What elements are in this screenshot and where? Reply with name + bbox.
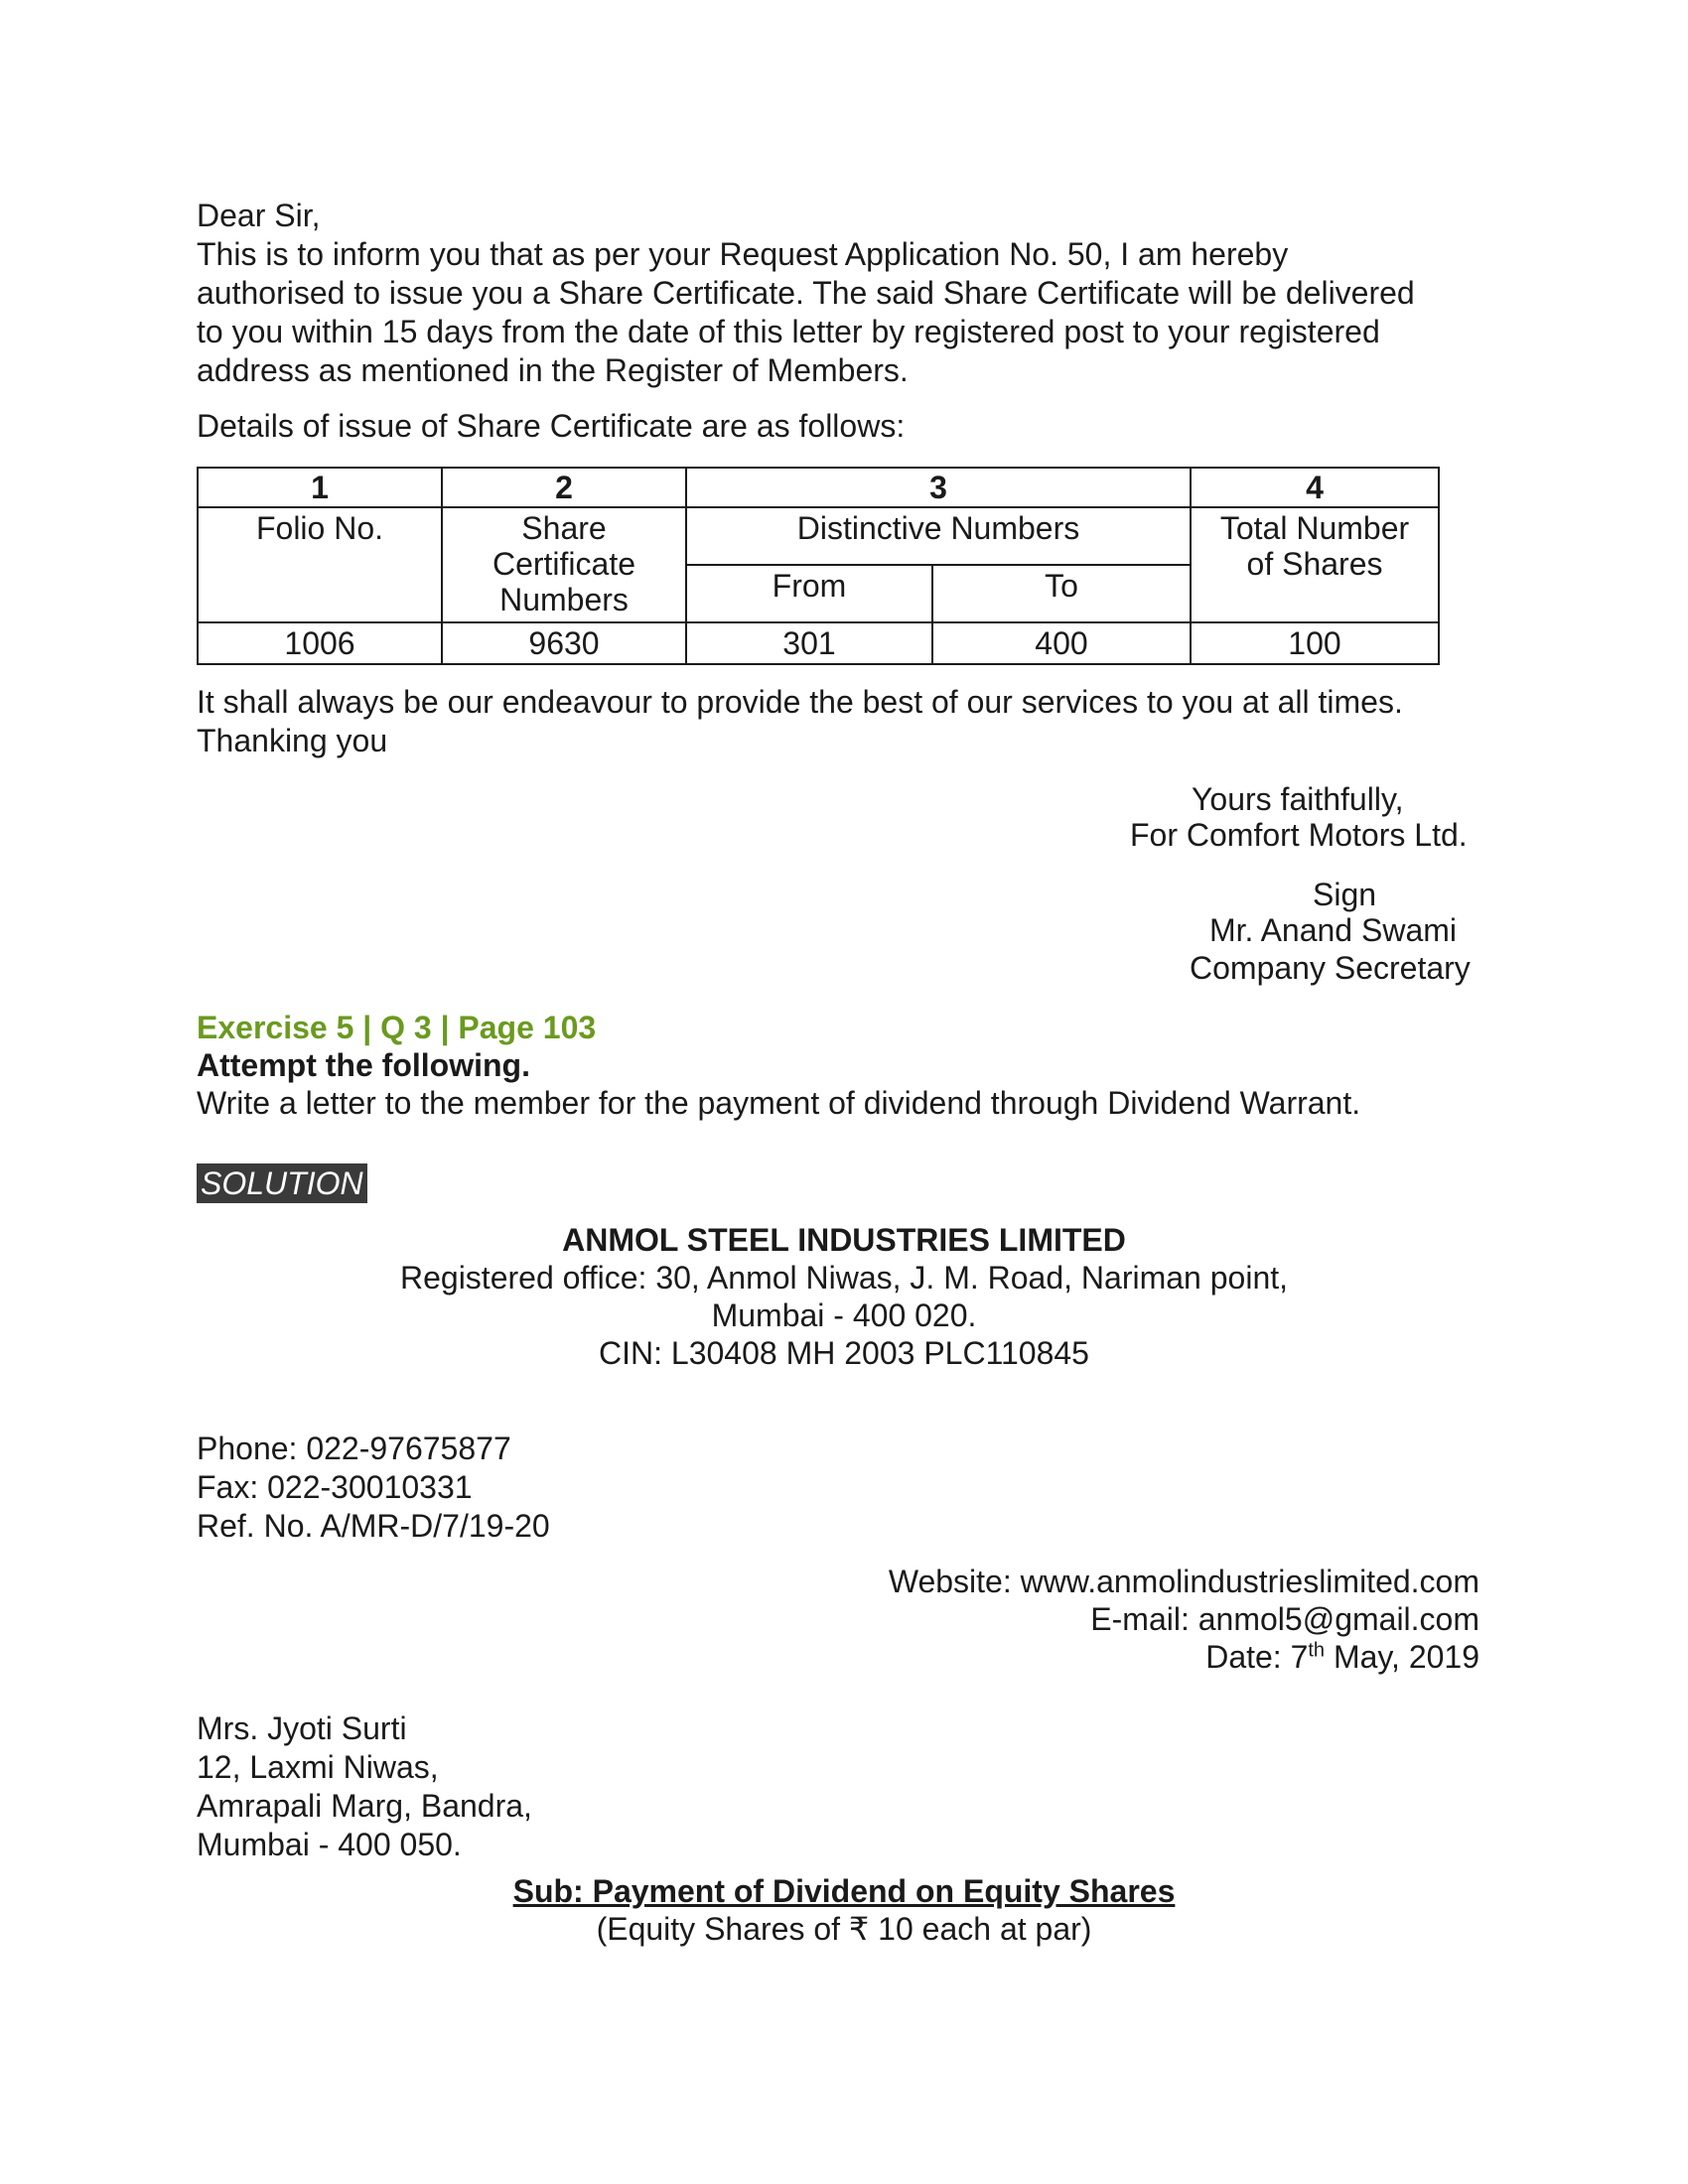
signatory-name: Mr. Anand Swami	[1209, 912, 1457, 948]
addressee-line: 12, Laxmi Niwas,	[197, 1749, 439, 1785]
subject-wrap	[0, 1872, 1688, 1910]
closing	[197, 683, 1403, 760]
body-line: to you within 15 days from the date of this letter by registered post to your registered	[197, 314, 1380, 349]
date-sup: th	[1308, 1639, 1326, 1662]
body-line: authorised to issue you a Share Certificate. The said Share Certificate will be delivered	[197, 275, 1415, 311]
solution-label: SOLUTION	[197, 1163, 367, 1203]
total-header	[1191, 507, 1439, 622]
sign-label: Sign	[1313, 877, 1377, 912]
table-row	[198, 622, 1439, 664]
office-line: Registered office: 30, Anmol Niwas, J. M. Road, Nariman point,	[399, 1260, 1289, 1296]
share-certificate-table	[197, 467, 1440, 665]
letter1-body	[197, 197, 1415, 390]
date-text: May, 2019	[1325, 1639, 1479, 1675]
col-number: 2	[442, 468, 686, 507]
email: E-mail: anmol5@gmail.com	[1090, 1601, 1479, 1637]
exercise-heading: Exercise 5 | Q 3 | Page 103	[197, 1010, 597, 1045]
folio-header: Folio No.	[198, 507, 442, 622]
website: Website: www.anmolindustrieslimited.com	[888, 1564, 1479, 1599]
subject: Sub: Payment of Dividend on Equity Shares	[512, 1873, 1176, 1909]
contact-block	[197, 1430, 550, 1546]
body-line: This is to inform you that as per your Request Application No. 50, I am hereby	[197, 236, 1289, 272]
addressee-line: Mumbai - 400 050.	[197, 1827, 462, 1862]
table-number-row	[198, 468, 1439, 507]
to-header: To	[932, 565, 1191, 622]
folio-value: 1006	[198, 622, 442, 664]
body-line: address as mentioned in the Register of Members.	[197, 352, 909, 388]
ref-number: Ref. No. A/MR-D/7/19-20	[197, 1508, 550, 1544]
table-header-row	[198, 507, 1439, 565]
addressee-block	[197, 1709, 532, 1864]
closing-line: It shall always be our endeavour to provide the best of our services to you at all times.	[197, 684, 1403, 720]
subject-note: (Equity Shares of ₹ 10 each at par)	[596, 1911, 1092, 1947]
exercise-instruction: Attempt the following.	[197, 1047, 530, 1083]
header-line: of Shares	[1246, 546, 1383, 582]
header-line: Share	[521, 510, 607, 546]
total-value: 100	[1191, 622, 1439, 664]
fax: Fax: 022-30010331	[197, 1469, 473, 1505]
distinctive-header: Distinctive Numbers	[686, 507, 1191, 565]
header-line: Numbers	[499, 582, 629, 617]
exercise-question: Write a letter to the member for the payment of dividend through Dividend Warrant.	[197, 1085, 1361, 1121]
company-signoff: For Comfort Motors Ltd.	[1130, 817, 1468, 853]
addressee-line: Mrs. Jyoti Surti	[197, 1710, 407, 1746]
col-number: 4	[1191, 468, 1439, 507]
date	[695, 1638, 1479, 1676]
office-line: Mumbai - 400 020.	[711, 1297, 977, 1333]
signatory-designation: Company Secretary	[1190, 950, 1471, 986]
details-intro: Details of issue of Share Certificate are as follows:	[197, 408, 906, 444]
addressee-line: Amrapali Marg, Bandra,	[197, 1788, 532, 1824]
salutation: Dear Sir,	[197, 198, 321, 233]
date-text: Date: 7	[1205, 1639, 1309, 1675]
thanking: Thanking you	[197, 723, 388, 758]
to-value: 400	[932, 622, 1191, 664]
col-number: 1	[198, 468, 442, 507]
from-header: From	[686, 565, 932, 622]
header-line: Certificate	[492, 546, 636, 582]
share-cert-value: 9630	[442, 622, 686, 664]
phone: Phone: 022-97675877	[197, 1431, 511, 1466]
header-line: Total Number	[1219, 510, 1410, 546]
company-name: ANMOL STEEL INDUSTRIES LIMITED	[562, 1222, 1126, 1258]
yours-faithfully: Yours faithfully,	[1192, 781, 1404, 817]
from-value: 301	[686, 622, 932, 664]
share-cert-header	[442, 507, 686, 622]
col-number: 3	[686, 468, 1191, 507]
cin: CIN: L30408 MH 2003 PLC110845	[599, 1335, 1089, 1371]
